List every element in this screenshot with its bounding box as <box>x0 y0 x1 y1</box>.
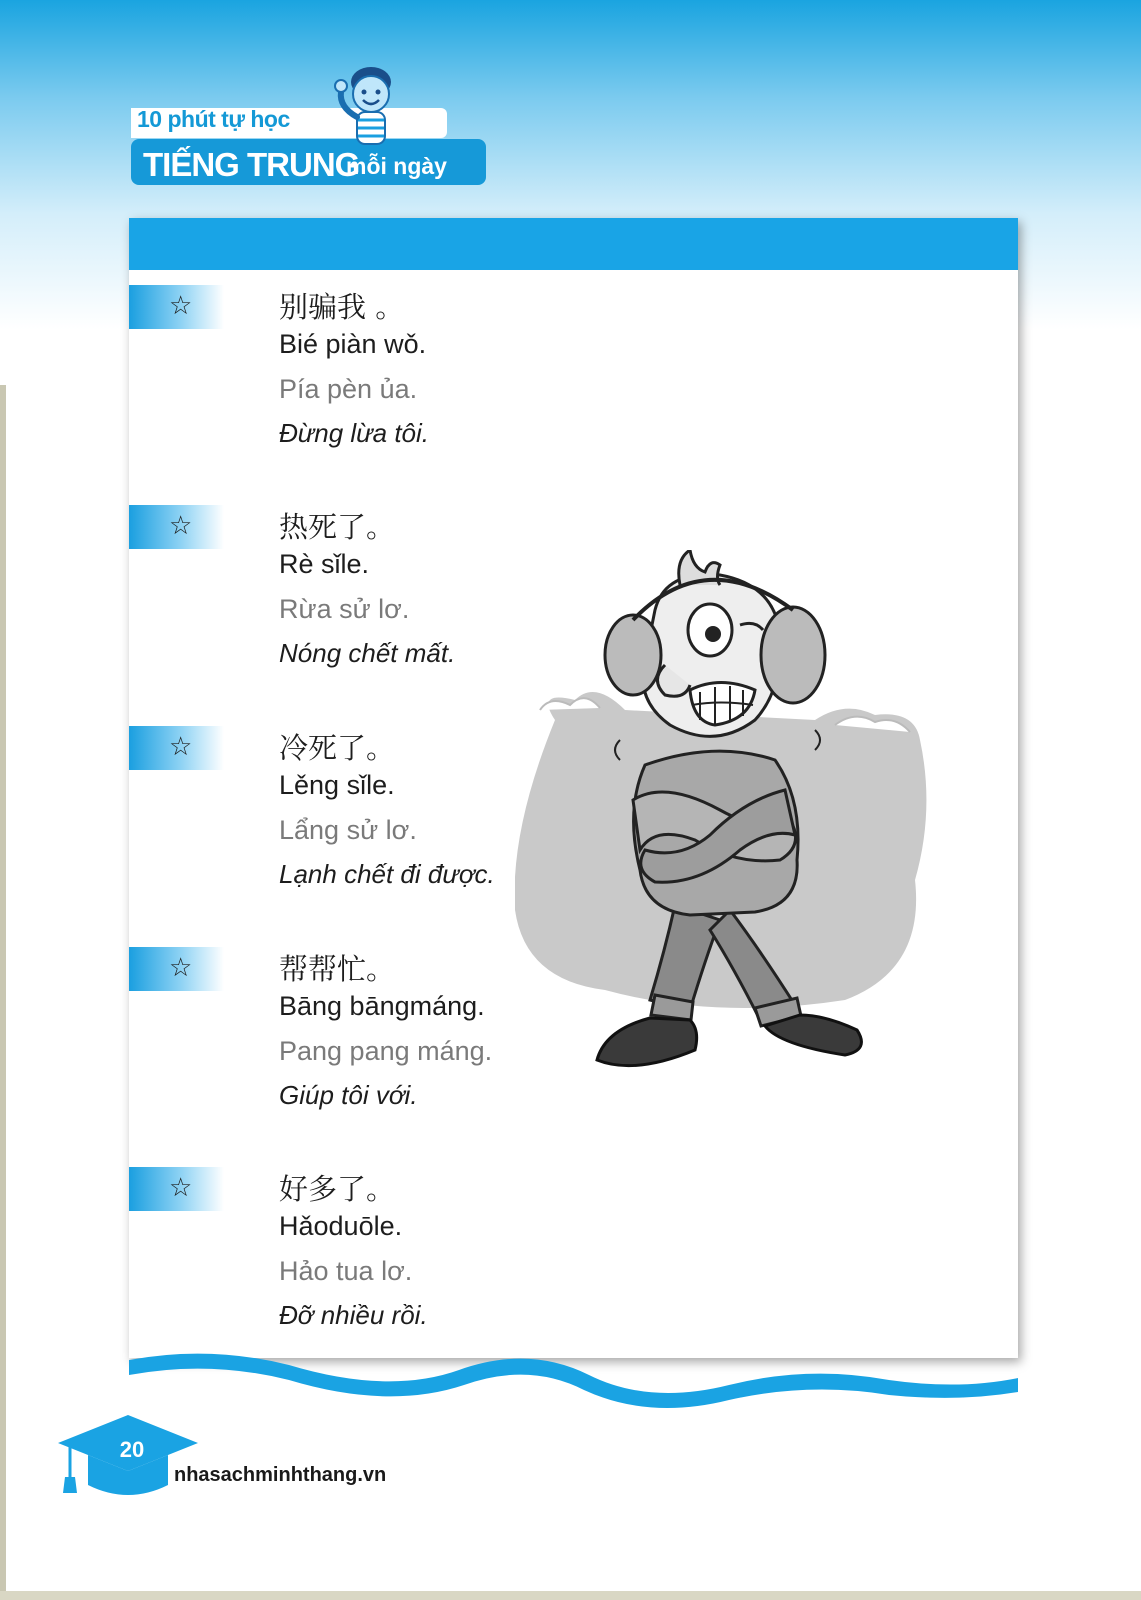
chinese-text: 好多了。 <box>279 1172 396 1206</box>
wave-decoration <box>129 1340 1018 1420</box>
meaning-text: Giúp tôi với. <box>279 1080 418 1110</box>
website-link: nhasachminhthang.vn <box>174 1464 387 1486</box>
star-icon: ☆ <box>169 953 193 983</box>
meaning-text: Lạnh chết đi được. <box>279 859 495 889</box>
phonetic-text: Pang pang máng. <box>279 1036 493 1066</box>
phrase-entry <box>129 1167 729 1367</box>
chinese-text: 帮帮忙。 <box>279 952 396 986</box>
pinyin-text: Rè sǐle. <box>279 549 370 579</box>
left-page-edge <box>0 385 6 1600</box>
logo-title: TIẾNG TRUNG <box>143 146 360 183</box>
pinyin-text: Hǎoduōle. <box>279 1211 403 1241</box>
meaning-text: Nóng chết mất. <box>279 638 456 668</box>
star-icon: ☆ <box>169 732 193 762</box>
bottom-page-edge <box>0 1591 1141 1600</box>
chinese-text: 别骗我 。 <box>279 290 405 324</box>
logo-line1: 10 phút tự học <box>137 106 290 132</box>
page-number: 20 <box>119 1437 145 1462</box>
logo-subtitle: mỗi ngày <box>346 153 447 179</box>
phonetic-text: Hảo tua lơ. <box>279 1256 413 1286</box>
star-icon: ☆ <box>169 511 193 541</box>
chinese-text: 热死了。 <box>279 510 396 544</box>
book-logo <box>131 62 491 187</box>
chinese-text: 冷死了。 <box>279 731 396 765</box>
meaning-text: Đừng lừa tôi. <box>279 418 430 448</box>
phrase-entry <box>129 285 729 485</box>
phonetic-text: Rừa sử lơ. <box>279 594 410 624</box>
phonetic-text: Pía pèn ủa. <box>279 374 418 404</box>
shivering-man-illustration <box>515 550 935 1100</box>
pinyin-text: Lěng sǐle. <box>279 770 395 800</box>
boy-mascot-icon <box>331 62 411 152</box>
star-icon: ☆ <box>169 1173 193 1203</box>
star-icon: ☆ <box>169 291 193 321</box>
pinyin-text: Bié piàn wǒ. <box>279 329 427 359</box>
pinyin-text: Bāng bāngmáng. <box>279 991 485 1021</box>
meaning-text: Đỡ nhiều rồi. <box>279 1300 428 1330</box>
lesson-card-header <box>129 218 1018 270</box>
phonetic-text: Lẩng sử lơ. <box>279 815 417 845</box>
